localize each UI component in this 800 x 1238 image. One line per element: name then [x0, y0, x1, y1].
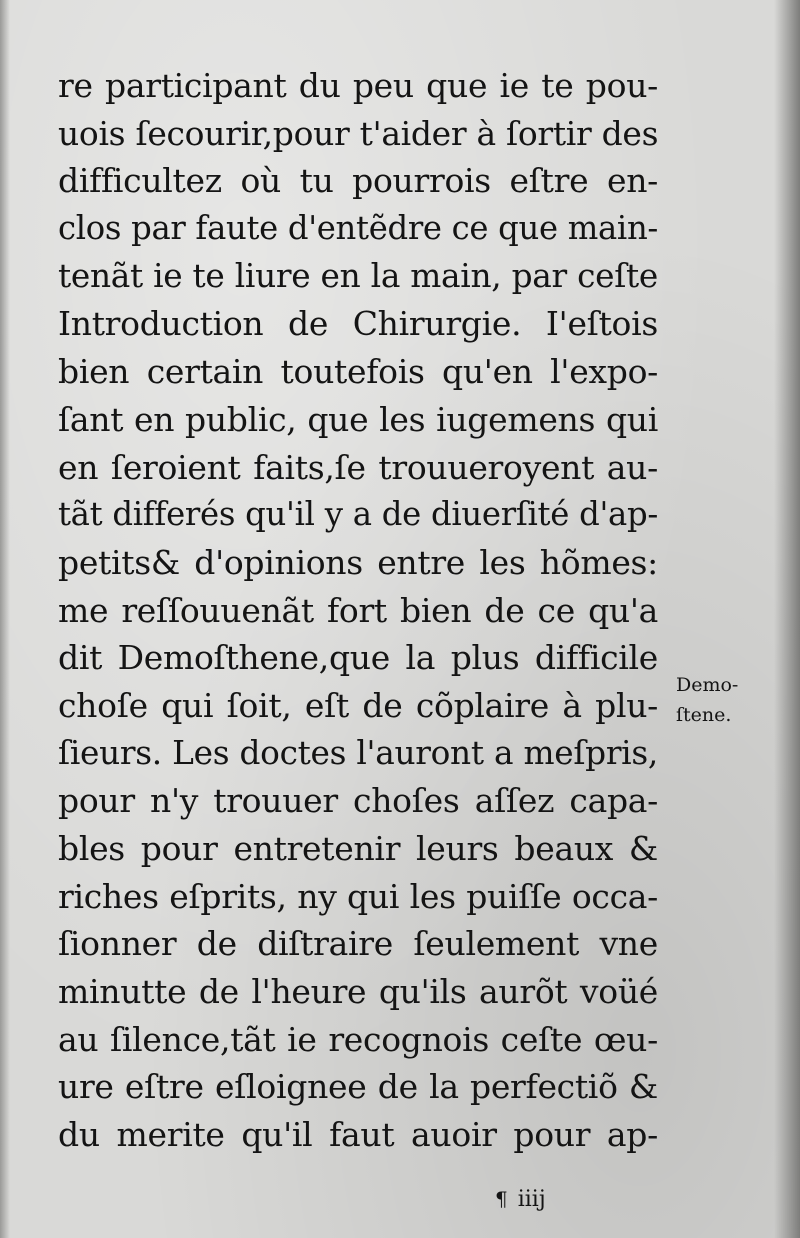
text-line: en ſeroient faits,ſe trouueroyent au-	[58, 447, 658, 487]
text-line: re participant du peu que ie te pou-	[58, 66, 658, 105]
text-line: bles pour entretenir leurs beaux &	[58, 829, 658, 868]
text-line: minutte de l'heure qu'ils aurõt voüé	[58, 972, 658, 1012]
pilcrow-icon: ¶	[495, 1187, 508, 1211]
text-line: ſant en public, que les iugemens qui	[58, 399, 658, 439]
text-line: riches eſprits, ny qui les puiſſe occa-	[58, 876, 658, 916]
text-line: Introduction de Chirurgie. I'eſtois	[58, 304, 658, 344]
page-edge-shadow-right	[774, 0, 800, 1238]
signature-text: iiij	[517, 1187, 546, 1212]
page-edge-shadow-left	[0, 0, 10, 1238]
text-line: tenãt ie te liure en la main, par ceſte	[58, 256, 658, 295]
text-line: me reſſouuenãt fort bien de ce qu'a	[58, 590, 658, 630]
text-line: pour n'y trouuer choſes aſſez capa-	[58, 781, 658, 821]
text-line: au ſilence,tãt ie recognois ceſte œu-	[58, 1019, 658, 1059]
signature-mark	[495, 1184, 546, 1215]
text-line: clos par faute d'entẽdre ce que main-	[58, 209, 659, 248]
text-line: petits& d'opinions entre les hõmes:	[58, 542, 658, 582]
text-line: du merite qu'il faut auoir pour ap-	[58, 1115, 658, 1155]
text-line: ſionner de diſtraire ſeulement vne	[58, 924, 658, 964]
text-line: dit Demoſthene,que la plus difficile	[58, 638, 658, 678]
margin-note-line: ſtene.	[676, 704, 732, 726]
text-line: tãt differés qu'il y a de diuerſité d'ap-	[58, 495, 658, 534]
text-line: ſieurs. Les doctes l'auront a meſpris,	[58, 733, 658, 772]
body-text	[58, 62, 658, 1159]
text-line: difficultez où tu pourrois eſtre en-	[58, 161, 658, 201]
text-line: choſe qui ſoit, eſt de cõplaire à plu-	[58, 685, 658, 725]
text-line: bien certain toutefois qu'en l'expo-	[58, 352, 658, 392]
margin-note-line: Demo-	[676, 674, 739, 696]
text-line: uois ſecourir,pour t'aider à ſortir des	[58, 113, 659, 153]
margin-note	[676, 670, 738, 730]
text-line: ure eſtre eſloignee de la perfectiõ &	[58, 1067, 658, 1107]
